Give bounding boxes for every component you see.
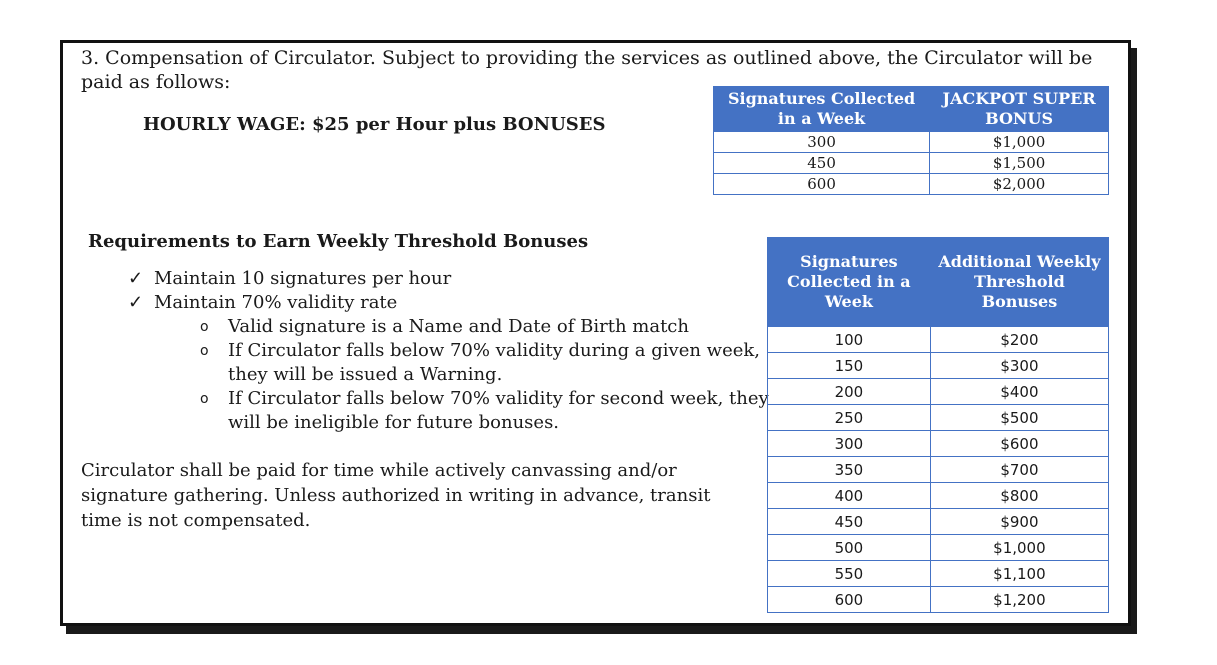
requirement-item bbox=[90, 267, 770, 291]
table-row bbox=[768, 405, 1109, 431]
bonus-cell: $1,500 bbox=[930, 153, 1109, 174]
bonus-cell: $700 bbox=[930, 457, 1108, 483]
signatures-cell: 350 bbox=[768, 457, 931, 483]
bonus-cell: $300 bbox=[930, 353, 1108, 379]
signatures-cell: 550 bbox=[768, 561, 931, 587]
sub-requirement-item bbox=[90, 339, 770, 387]
bonus-cell: $2,000 bbox=[930, 174, 1109, 195]
table-row bbox=[768, 483, 1109, 509]
table-row bbox=[768, 587, 1109, 613]
table-row bbox=[768, 509, 1109, 535]
table-row bbox=[768, 431, 1109, 457]
validity-sublist bbox=[90, 315, 770, 435]
circle-bullet-icon: o bbox=[200, 343, 209, 359]
signatures-cell: 100 bbox=[768, 327, 931, 353]
threshold-header-row bbox=[768, 238, 1109, 327]
sub-requirement-text: If Circulator falls below 70% validity for second week, they will be ineligible for future bonuses. bbox=[228, 388, 769, 433]
signatures-cell: 450 bbox=[714, 153, 930, 174]
jackpot-header-signatures: Signatures Collected in a Week bbox=[714, 87, 930, 132]
check-icon: ✓ bbox=[128, 268, 144, 289]
requirement-item bbox=[90, 291, 770, 315]
requirement-text: Maintain 10 signatures per hour bbox=[154, 268, 452, 289]
sub-requirement-text: Valid signature is a Name and Date of Birth match bbox=[228, 316, 689, 337]
hourly-wage: HOURLY WAGE: $25 per Hour plus BONUSES bbox=[143, 114, 606, 135]
signatures-cell: 200 bbox=[768, 379, 931, 405]
signatures-cell: 300 bbox=[768, 431, 931, 457]
table-row bbox=[714, 174, 1109, 195]
signatures-cell: 150 bbox=[768, 353, 931, 379]
signatures-cell: 450 bbox=[768, 509, 931, 535]
requirement-sublist-container bbox=[90, 315, 770, 435]
table-row bbox=[768, 561, 1109, 587]
bonus-cell: $400 bbox=[930, 379, 1108, 405]
jackpot-bonus-table bbox=[713, 86, 1109, 195]
bonus-cell: $900 bbox=[930, 509, 1108, 535]
jackpot-header-bonus: JACKPOT SUPER BONUS bbox=[930, 87, 1109, 132]
signatures-cell: 300 bbox=[714, 132, 930, 153]
circulator-payment-note: Circulator shall be paid for time while actively canvassing and/or signature gathering. Unless authorized in writing in advance, transit time is not compensated. bbox=[81, 460, 711, 531]
circle-bullet-icon: o bbox=[200, 391, 209, 407]
table-row bbox=[714, 153, 1109, 174]
bonus-cell: $1,000 bbox=[930, 535, 1108, 561]
bonus-cell: $200 bbox=[930, 327, 1108, 353]
threshold-header-bonus: Additional Weekly Threshold Bonuses bbox=[930, 238, 1108, 327]
bonus-cell: $600 bbox=[930, 431, 1108, 457]
table-row bbox=[714, 132, 1109, 153]
compensation-intro: 3. Compensation of Circulator. Subject to providing the services as outlined above, the Circulator will be paid as follows: bbox=[81, 47, 1093, 93]
bonus-cell: $500 bbox=[930, 405, 1108, 431]
table-row bbox=[768, 327, 1109, 353]
signatures-cell: 500 bbox=[768, 535, 931, 561]
requirement-text: Maintain 70% validity rate bbox=[154, 292, 398, 313]
bonus-cell: $1,000 bbox=[930, 132, 1109, 153]
table-row bbox=[768, 379, 1109, 405]
sub-requirement-item bbox=[90, 387, 770, 435]
bonus-cell: $800 bbox=[930, 483, 1108, 509]
signatures-cell: 250 bbox=[768, 405, 931, 431]
threshold-bonus-table bbox=[767, 237, 1109, 613]
signatures-cell: 400 bbox=[768, 483, 931, 509]
table-row bbox=[768, 535, 1109, 561]
sub-requirement-item bbox=[90, 315, 770, 339]
signatures-cell: 600 bbox=[768, 587, 931, 613]
signatures-cell: 600 bbox=[714, 174, 930, 195]
table-row bbox=[768, 457, 1109, 483]
bonus-cell: $1,200 bbox=[930, 587, 1108, 613]
requirements-heading: Requirements to Earn Weekly Threshold Bonuses bbox=[88, 231, 589, 252]
jackpot-header-row bbox=[714, 87, 1109, 132]
check-icon: ✓ bbox=[128, 292, 144, 313]
table-row bbox=[768, 353, 1109, 379]
requirements-list bbox=[90, 267, 770, 435]
bonus-cell: $1,100 bbox=[930, 561, 1108, 587]
sub-requirement-text: If Circulator falls below 70% validity during a given week, they will be issued a Warning. bbox=[228, 340, 761, 385]
threshold-header-signatures: Signatures Collected in a Week bbox=[768, 238, 931, 327]
circle-bullet-icon: o bbox=[200, 319, 209, 335]
